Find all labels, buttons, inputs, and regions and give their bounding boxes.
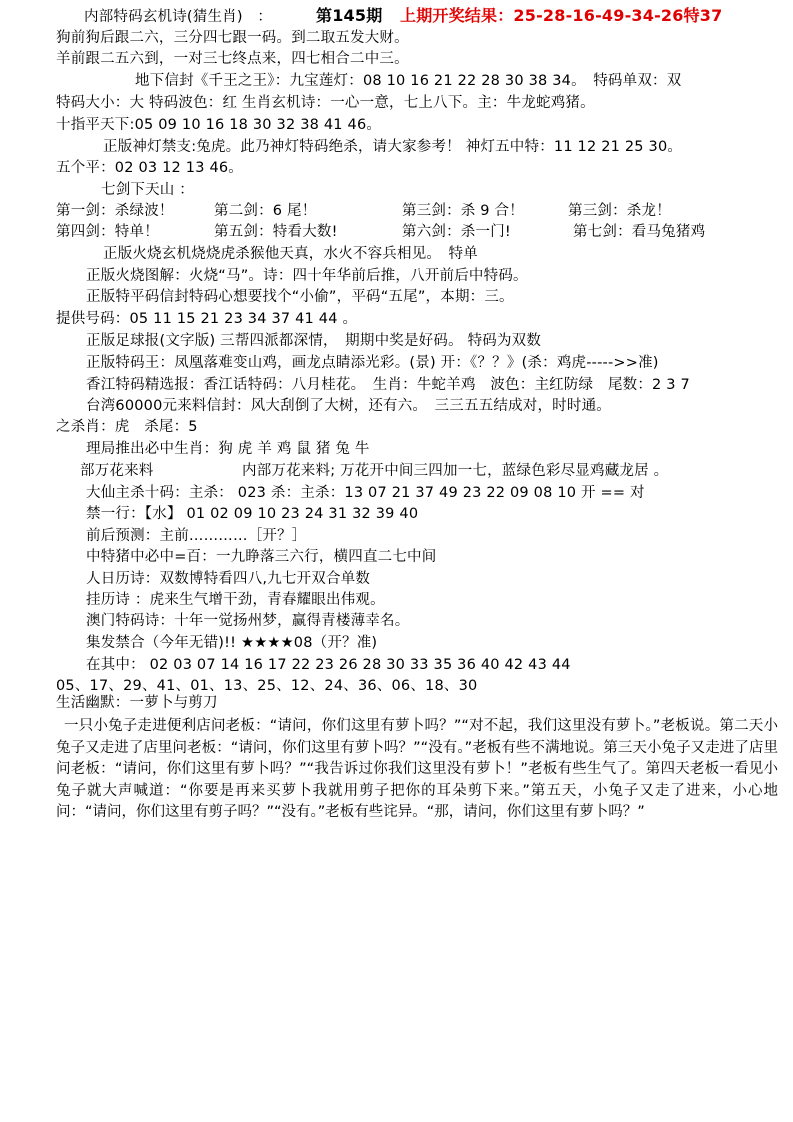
text-line: 中特猪中必中=百：一九睁落三六行，横四直二七中间 (86, 549, 437, 565)
text-line: 正版火烧图解：火烧“马”。诗：四十年华前后推，八开前后中特码。 (86, 268, 528, 284)
poem-title: 内部特码玄机诗(猜生肖) ： (84, 9, 273, 25)
text-line: 提供号码：05 11 15 21 23 34 37 41 44 。 (56, 311, 358, 327)
text-line: 在其中： 02 03 07 14 16 17 22 23 26 28 30 33 35 36 40 42 43 44 (86, 657, 571, 673)
text-line: 人日历诗：双数博特看四八,九七开双合单数 (86, 571, 371, 587)
sword-item: 第五剑：特看大数! (214, 224, 338, 240)
text-line: 台湾60000元来料信封：风大刮倒了大树，还有六。 三三五五结成对，时时通。 (86, 398, 611, 414)
text-line: 05、17、29、41、01、13、25、12、24、36、06、18、30 (56, 678, 478, 694)
sword-item: 第一剑：杀绿波！ (56, 203, 174, 219)
text-line: 十指平天下:05 09 10 16 18 30 32 38 41 46。 (56, 117, 382, 133)
text-line: 内部万花来料; 万花开中间三四加一七，蓝绿色彩尽显鸡藏龙居 。 (242, 463, 669, 479)
text-line: 香江特码精选报：香江话特码：八月桂花。 生肖：牛蛇羊鸡 波色：主红防绿 尾数：2 3 7 (86, 377, 690, 393)
text-line: 部万花来料 (80, 463, 154, 479)
text-line: 正版足球报(文字版) 三帮四派都深情， 期期中奖是好码。 特码为双数 (86, 333, 542, 349)
text-line: 正版特码王：凤凰落难变山鸡，画龙点睛添光彩。(景) 开：《？？》(杀：鸡虎----->>准) (86, 355, 659, 371)
text-line: 七剑下天山 ： (101, 182, 195, 198)
last-draw-result: 上期开奖结果：25-28-16-49-34-26特37 (400, 6, 723, 25)
issue-number: 第145期 (316, 6, 383, 25)
text-line: 地下信封《千王之王》：九宝莲灯：08 10 16 21 22 28 30 38 34。 特码单双：双 (135, 73, 682, 89)
text-line: 禁一行：【水】 01 02 09 10 23 24 31 32 39 40 (86, 506, 419, 522)
text-line: 五个平：02 03 12 13 46。 (56, 160, 243, 176)
section-heading: 生活幽默：一萝卜与剪刀 (56, 695, 218, 711)
text-line: 大仙主杀十码：主杀： 023 杀：主杀：13 07 21 37 49 23 22 09 08 10 开 == 对 (86, 485, 645, 501)
text-line: 理局推出必中生肖：狗 虎 羊 鸡 鼠 猪 兔 牛 (86, 441, 370, 457)
text-line: 狗前狗后跟二六，三分四七跟一码。到二取五发大财。 (56, 30, 409, 46)
sword-item: 第七剑：看马兔猪鸡 (573, 224, 706, 240)
text-line: 澳门特码诗：十年一觉扬州梦，赢得青楼薄幸名。 (86, 613, 410, 629)
text-line: 正版火烧玄机烧烧虎杀猴他天真，水火不容兵相见。 特单 (103, 246, 478, 262)
text-line: 集发禁合（今年无错)!! ★★★★08（开？准) (86, 635, 378, 651)
sword-item: 第六剑：杀一门! (402, 224, 511, 240)
sword-item: 第二剑：6 尾！ (214, 203, 317, 219)
sword-item: 第三剑：杀 9 合！ (402, 203, 524, 219)
text-line: 特码大小：大 特码波色：红 生肖玄机诗：一心一意，七上八下。主：牛龙蛇鸡猪。 (56, 95, 595, 111)
sword-item: 第三剑：杀龙！ (568, 203, 671, 219)
text-line: 前后预测：主前…………［开？］ (86, 528, 307, 544)
text-line: 之杀肖：虎 杀尾：5 (56, 419, 198, 435)
story-paragraph: 一只小兔子走进便利店问老板：“请问，你们这里有萝卜吗？”“对不起，我们这里没有萝卜。”老板说。第二天小兔子又走进了店里问老板：“请问，你们这里有萝卜吗？”“没有。”老板有些不满地说。第三天小兔子又走进了店里问老板：“请问，你们这里有萝卜吗？”“我告诉过你我们这里没有萝卜！”老板有些生气了。第四天老板一看见小兔子就大声喊道：“你要是再来买萝卜我就用剪子把你的耳朵剪下来。”第五天，小兔子又走了进来，小心地问：“请问，你们这里有剪子吗？”“没有。”老板有些诧异。“那，请问，你们这里有萝卜吗？” (56, 718, 778, 821)
text-line: 挂历诗 ：虎来生气增干劲，青春耀眼出伟观。 (86, 592, 385, 608)
sword-item: 第四剑：特单！ (56, 224, 159, 240)
text-line: 正版神灯禁支:兔虎。此乃神灯特码绝杀，请大家参考！ 神灯五中特：11 12 21 25 30。 (103, 139, 683, 155)
text-line: 正版特平码信封特码心想要找个“小偷”，平码“五尾”，本期：三。 (86, 289, 514, 305)
text-line: 羊前跟二五六到，一对三七终点来，四七相合二中三。 (56, 51, 409, 67)
